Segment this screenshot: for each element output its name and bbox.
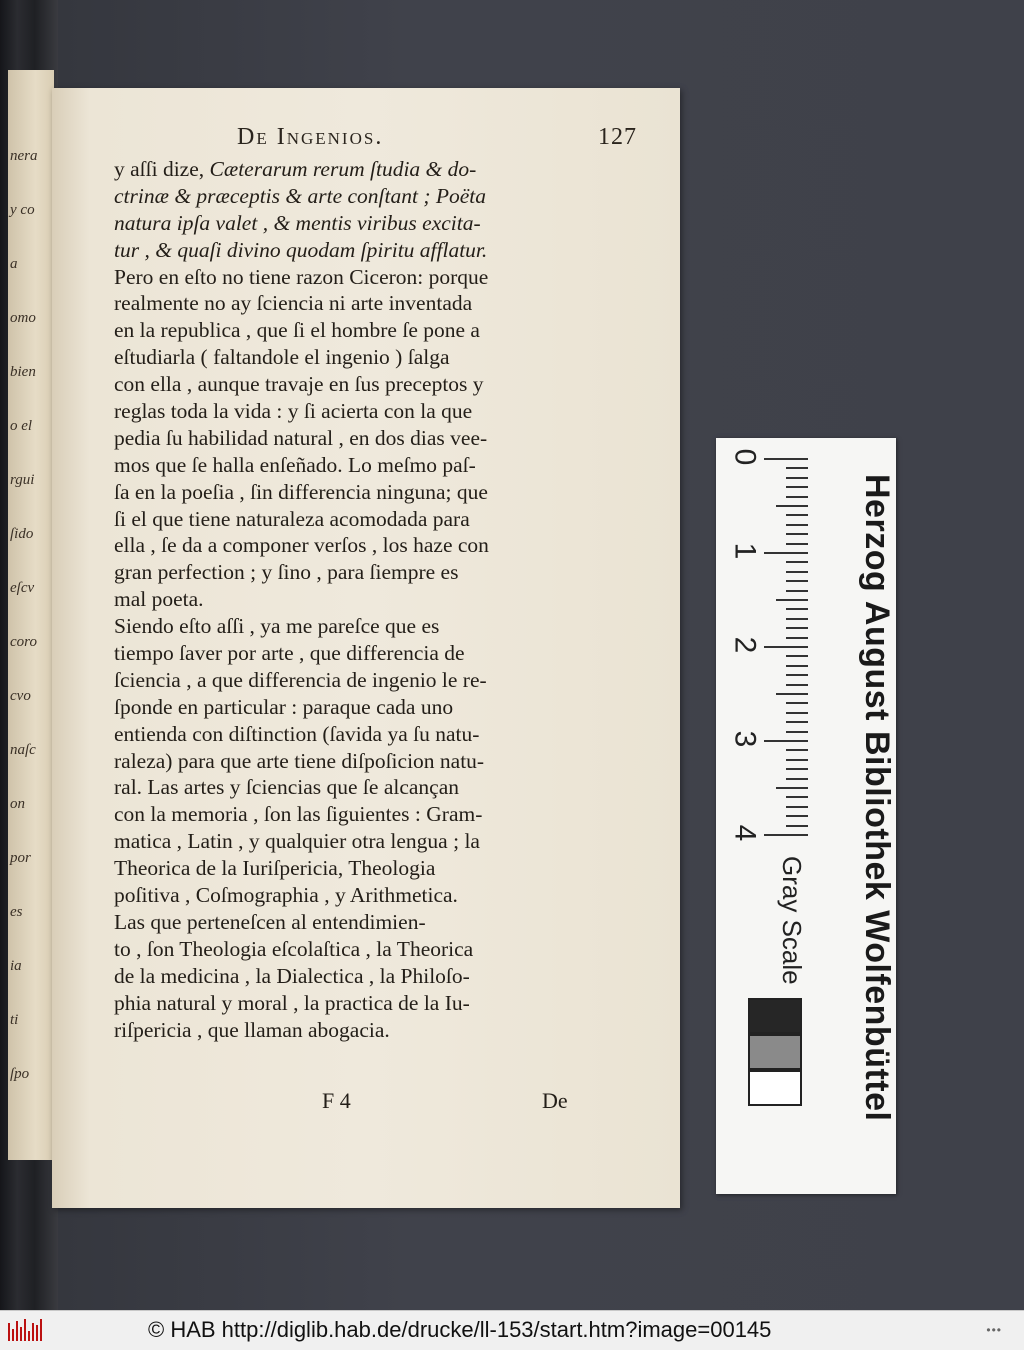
text-line xyxy=(114,183,642,210)
text-line-roman: pedia ſu habilidad natural , en dos dias vee- xyxy=(114,425,488,450)
text-line xyxy=(114,371,642,398)
text-line xyxy=(114,990,642,1017)
text-line-roman: Siendo eſto aſſi , ya me pareſce que es xyxy=(114,614,440,639)
ruler-tick xyxy=(786,749,808,751)
page-number: 127 xyxy=(598,124,637,150)
text-line-roman: gran perfection ; y ſino , para ſiempre es xyxy=(114,560,459,585)
running-head-title: De Ingenios. xyxy=(237,124,384,150)
text-line-roman: to , ſon Theologia eſcolaſtica , la Theorica xyxy=(114,936,474,961)
ruler-tick xyxy=(786,655,808,657)
ruler-tick xyxy=(786,702,808,704)
text-line-italic: natura ipſa valet , & mentis viribus excita- xyxy=(114,210,481,235)
text-line xyxy=(114,479,642,506)
ruler-tick xyxy=(776,599,808,601)
ruler-tick xyxy=(764,646,808,648)
text-line xyxy=(114,452,642,479)
text-line xyxy=(114,909,642,936)
text-line xyxy=(114,774,642,801)
previous-page-fragment: o el xyxy=(10,418,33,434)
text-line xyxy=(114,963,642,990)
text-line xyxy=(114,1017,642,1044)
text-line-roman: en la republica , que ſi el hombre ſe pone a xyxy=(114,318,480,343)
text-line-roman: de la medicina , la Dialectica , la Philoſo- xyxy=(114,963,470,988)
text-line-roman: con la memoria , ſon las ſiguientes : Gram- xyxy=(114,802,483,827)
previous-page-fragment: bien xyxy=(10,364,36,380)
text-line-italic: tur , & quaſi divino quodam ſpiritu afflatur. xyxy=(114,237,488,262)
book-page xyxy=(52,88,680,1208)
ruler-tick xyxy=(786,796,808,798)
ruler-tick xyxy=(786,684,808,686)
ruler-tick xyxy=(786,467,808,469)
text-line xyxy=(114,748,642,775)
ruler-tick xyxy=(786,627,808,629)
ruler-tick xyxy=(786,778,808,780)
text-line-roman: entienda con diſtinction (ſavida ya ſu natu- xyxy=(114,721,480,746)
text-line xyxy=(114,721,642,748)
text-line-roman: Pero en eſto no tiene razon Ciceron: porque xyxy=(114,264,489,289)
text-line-roman: tiempo ſaver por arte , que differencia de xyxy=(114,641,465,666)
ruler-tick xyxy=(786,731,808,733)
text-line xyxy=(114,801,642,828)
text-line xyxy=(114,398,642,425)
previous-page-fragment: ſpo xyxy=(10,1066,30,1082)
ruler-tick xyxy=(786,496,808,498)
previous-page-edge xyxy=(8,70,54,1160)
ruler-tick xyxy=(786,608,808,610)
text-line-roman: poſitiva , Coſmographia , y Arithmetica. xyxy=(114,883,458,908)
status-dots-icon: ••• xyxy=(986,1323,1002,1337)
ruler-tick xyxy=(786,590,808,592)
gray-swatch-dark xyxy=(748,998,802,1034)
text-line-roman: reglas toda la vida : y ſi acierta con la que xyxy=(114,399,473,424)
text-line xyxy=(114,156,642,183)
ruler-number: 3 xyxy=(728,730,762,748)
previous-page-fragment: ſido xyxy=(10,526,34,542)
text-line xyxy=(114,344,642,371)
gray-swatch-mid xyxy=(748,1034,802,1070)
text-line-roman: realmente no ay ſciencia ni arte inventada xyxy=(114,291,473,316)
text-line-roman: raleza) para que arte tiene diſpoſicion natu- xyxy=(114,748,485,773)
ruler-tick xyxy=(764,552,808,554)
previous-page-fragment: ia xyxy=(10,958,22,974)
ruler-number: 1 xyxy=(728,542,762,560)
ruler-tick xyxy=(786,618,808,620)
text-line xyxy=(114,694,642,721)
page-body-text xyxy=(114,156,642,1043)
ruler-number: 0 xyxy=(728,448,762,466)
text-line xyxy=(114,613,642,640)
previous-page-fragment: omo xyxy=(10,310,36,326)
ruler-number: 2 xyxy=(728,636,762,654)
text-line xyxy=(114,586,642,613)
text-line-roman: ſa en la poeſia , ſin differencia ninguna; que xyxy=(114,479,488,504)
previous-page-fragment: coro xyxy=(10,634,37,650)
previous-page-fragment: on xyxy=(10,796,25,812)
ruler-tick xyxy=(776,787,808,789)
previous-page-fragment: nera xyxy=(10,148,38,164)
gray-swatch-white xyxy=(748,1070,802,1106)
previous-page-fragment: a xyxy=(10,256,18,272)
text-line xyxy=(114,559,642,586)
ruler-tick xyxy=(786,712,808,714)
previous-page-fragment: rgui xyxy=(10,472,35,488)
text-line xyxy=(114,425,642,452)
color-reference-card xyxy=(716,438,896,1194)
text-line-roman: ſciencia , a que differencia de ingenio le re- xyxy=(114,667,487,692)
ruler-tick xyxy=(786,815,808,817)
text-line-roman: ſponde en particular : paraque cada uno xyxy=(114,694,454,719)
previous-page-fragment: cvo xyxy=(10,688,31,704)
previous-page-fragment: eſcv xyxy=(10,580,35,596)
text-line-roman: matica , Latin , y qualquier otra lengua ; la xyxy=(114,829,480,854)
ruler-tick xyxy=(786,580,808,582)
gray-scale-label: Gray Scale xyxy=(777,856,807,985)
ruler-tick xyxy=(786,561,808,563)
text-line xyxy=(114,210,642,237)
ruler-tick xyxy=(764,834,808,836)
text-line-roman: Las que perteneſcen al entendimien- xyxy=(114,909,426,934)
text-line-roman: y aſſi dize, xyxy=(114,157,210,181)
hab-logo-icon xyxy=(8,1319,44,1341)
text-line-roman: con ella , aunque travaje en ſus preceptos y xyxy=(114,372,484,397)
ruler-tick xyxy=(786,665,808,667)
text-line xyxy=(114,640,642,667)
ruler-tick xyxy=(786,637,808,639)
text-line xyxy=(114,882,642,909)
text-line-roman: eſtudiarla ( faltandole el ingenio ) ſalga xyxy=(114,345,450,370)
ruler-number: 4 xyxy=(728,824,762,842)
previous-page-fragment: ti xyxy=(10,1012,19,1028)
ruler-tick xyxy=(786,674,808,676)
ruler-tick xyxy=(786,768,808,770)
ruler-tick xyxy=(786,514,808,516)
previous-page-fragment: es xyxy=(10,904,23,920)
text-line-roman: Theorica de la Iuriſpericia, Theologia xyxy=(114,856,436,881)
text-line xyxy=(114,290,642,317)
previous-page-fragment: por xyxy=(10,850,31,866)
text-line-roman: mos que ſe halla enſeñado. Lo meſmo paſ- xyxy=(114,452,476,477)
text-line-italic: Cæterarum rerum ſtudia & do- xyxy=(209,157,477,181)
text-line-roman: riſpericia , que llaman abogacia. xyxy=(114,1017,390,1042)
ruler-tick xyxy=(786,533,808,535)
catchword: De xyxy=(542,1088,568,1113)
text-line-roman: ral. Las artes y ſciencias que ſe alcançan xyxy=(114,775,460,800)
ruler-tick xyxy=(786,543,808,545)
running-head xyxy=(237,124,637,151)
ruler-tick xyxy=(786,825,808,827)
ruler-tick xyxy=(764,740,808,742)
copyright-link[interactable]: © HAB http://diglib.hab.de/drucke/ll-153/start.htm?image=00145 xyxy=(148,1317,772,1342)
ruler-tick xyxy=(764,458,808,460)
card-title: Herzog August Bibliothek Wolfenbüttel xyxy=(858,474,896,1122)
ruler-tick xyxy=(786,806,808,808)
ruler-tick xyxy=(786,721,808,723)
text-line-roman: phia natural y moral , la practica de la Iu- xyxy=(114,990,470,1015)
text-line xyxy=(114,532,642,559)
ruler-scale xyxy=(728,448,840,878)
text-line-roman: mal poeta. xyxy=(114,587,204,612)
text-line xyxy=(114,855,642,882)
ruler-tick xyxy=(776,693,808,695)
previous-page-fragment: y co xyxy=(10,202,35,218)
status-bar xyxy=(0,1310,1024,1350)
text-line xyxy=(114,237,642,264)
text-line-roman: ella , ſe da a componer verſos , los haze con xyxy=(114,533,489,558)
ruler-tick xyxy=(786,524,808,526)
ruler-tick xyxy=(786,486,808,488)
signature-mark: F 4 xyxy=(322,1088,351,1113)
text-line xyxy=(114,936,642,963)
previous-page-fragment: naſc xyxy=(10,742,36,758)
ruler-tick xyxy=(786,759,808,761)
ruler-tick xyxy=(776,505,808,507)
ruler-tick xyxy=(786,477,808,479)
text-line-roman: ſi el que tiene naturaleza acomodada para xyxy=(114,506,470,531)
text-line xyxy=(114,317,642,344)
text-line-italic: ctrinæ & præceptis & arte conſtant ; Poëta xyxy=(114,183,487,208)
ruler-tick xyxy=(786,571,808,573)
text-line xyxy=(114,667,642,694)
text-line xyxy=(114,264,642,291)
text-line xyxy=(114,506,642,533)
text-line xyxy=(114,828,642,855)
